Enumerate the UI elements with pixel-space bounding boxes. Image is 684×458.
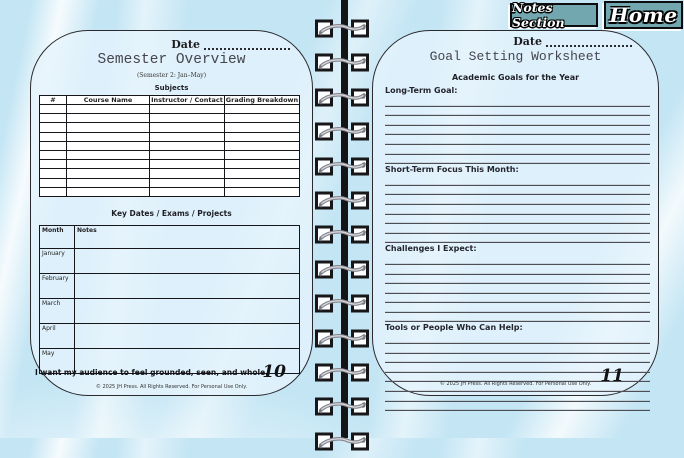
binder-ring bbox=[313, 258, 371, 282]
ruled-line[interactable] bbox=[385, 275, 650, 285]
binder-ring bbox=[313, 361, 371, 385]
table-row bbox=[40, 160, 300, 169]
subjects-cell[interactable] bbox=[40, 187, 67, 196]
goal-section-label: Tools or People Who Can Help: bbox=[385, 323, 523, 333]
date-label: Date bbox=[513, 35, 542, 48]
table-row bbox=[40, 299, 300, 324]
subjects-cell[interactable] bbox=[40, 141, 67, 150]
subjects-cell[interactable] bbox=[40, 169, 67, 178]
month-label: April bbox=[40, 324, 75, 349]
table-row bbox=[40, 114, 300, 123]
binder-ring bbox=[313, 120, 371, 144]
subjects-cell[interactable] bbox=[150, 141, 225, 150]
subjects-cell[interactable] bbox=[225, 178, 300, 187]
ruled-line[interactable] bbox=[385, 116, 650, 126]
ruled-line[interactable] bbox=[385, 224, 650, 234]
subjects-cell[interactable] bbox=[150, 132, 225, 141]
binder-ring-icon bbox=[313, 86, 371, 110]
subjects-cell[interactable] bbox=[67, 123, 150, 132]
binder-ring-icon bbox=[313, 17, 371, 41]
subjects-cell[interactable] bbox=[40, 123, 67, 132]
subjects-cell[interactable] bbox=[225, 141, 300, 150]
subjects-column-header: Course Name bbox=[67, 96, 150, 105]
subjects-cell[interactable] bbox=[225, 169, 300, 178]
binder-ring-icon bbox=[313, 395, 371, 419]
table-row bbox=[40, 105, 300, 114]
table-row bbox=[40, 150, 300, 159]
table-row bbox=[40, 141, 300, 150]
goal-section bbox=[385, 243, 650, 322]
ruled-line[interactable] bbox=[385, 186, 650, 196]
home-button[interactable]: Home bbox=[604, 1, 683, 29]
ruled-line[interactable] bbox=[385, 354, 650, 364]
ruled-line[interactable] bbox=[385, 135, 650, 145]
month-label: February bbox=[40, 274, 75, 299]
table-row bbox=[40, 178, 300, 187]
binder-ring-icon bbox=[313, 120, 371, 144]
subjects-cell[interactable] bbox=[67, 150, 150, 159]
copyright-text: © 2025 JH Press. All Rights Reserved. For Personal Use Only. bbox=[95, 384, 248, 390]
page-title: Semester Overview bbox=[97, 52, 246, 68]
right-page bbox=[372, 30, 659, 396]
binder-ring bbox=[313, 155, 371, 179]
ruled-line[interactable] bbox=[385, 402, 650, 412]
subjects-table bbox=[39, 95, 300, 197]
subjects-cell[interactable] bbox=[40, 114, 67, 123]
subjects-cell[interactable] bbox=[40, 178, 67, 187]
month-label: May bbox=[40, 349, 75, 374]
date-label: Date bbox=[171, 38, 200, 51]
subjects-cell[interactable] bbox=[67, 187, 150, 196]
subjects-cell[interactable] bbox=[150, 160, 225, 169]
page-subtitle: (Semester 2: Jan–May) bbox=[136, 72, 207, 79]
ruled-line[interactable] bbox=[385, 195, 650, 205]
ruled-line[interactable] bbox=[385, 155, 650, 165]
table-row bbox=[40, 324, 300, 349]
table-row bbox=[40, 169, 300, 178]
subjects-cell[interactable] bbox=[67, 114, 150, 123]
subjects-cell[interactable] bbox=[67, 160, 150, 169]
ruled-line[interactable] bbox=[385, 313, 650, 323]
subjects-cell[interactable] bbox=[225, 150, 300, 159]
subjects-cell[interactable] bbox=[225, 123, 300, 132]
left-page bbox=[30, 30, 313, 396]
subjects-column-header: Grading Breakdown bbox=[225, 96, 299, 104]
binder-ring bbox=[313, 430, 371, 454]
ruled-line[interactable] bbox=[385, 265, 650, 275]
ruled-line[interactable] bbox=[385, 145, 650, 155]
subjects-cell[interactable] bbox=[150, 150, 225, 159]
affirmation-quote: I want my audience to feel grounded, seen, and whole. bbox=[34, 368, 269, 377]
notes-cell[interactable] bbox=[75, 324, 300, 349]
table-row bbox=[40, 274, 300, 299]
subjects-cell[interactable] bbox=[150, 187, 225, 196]
notes-cell[interactable] bbox=[75, 249, 300, 274]
binder-ring bbox=[313, 327, 371, 351]
subjects-cell[interactable] bbox=[225, 105, 300, 114]
goal-sections bbox=[385, 85, 650, 411]
subjects-cell[interactable] bbox=[225, 132, 300, 141]
binder-ring-icon bbox=[313, 155, 371, 179]
binder-ring bbox=[313, 189, 371, 213]
binder-ring-icon bbox=[313, 51, 371, 75]
binder-ring-icon bbox=[313, 189, 371, 213]
goal-section-label: Short-Term Focus This Month: bbox=[385, 165, 519, 175]
subjects-cell[interactable] bbox=[225, 114, 300, 123]
ruled-line[interactable] bbox=[385, 284, 650, 294]
subjects-cell[interactable] bbox=[40, 160, 67, 169]
binder-ring-icon bbox=[313, 327, 371, 351]
subjects-cell[interactable] bbox=[150, 169, 225, 178]
page-title: Goal Setting Worksheet bbox=[429, 49, 602, 64]
table-row bbox=[40, 249, 300, 274]
subjects-column-header: Instructor / Contact bbox=[151, 96, 223, 104]
date-fill-line[interactable] bbox=[546, 35, 632, 47]
subjects-cell[interactable] bbox=[67, 105, 150, 114]
ruled-line[interactable] bbox=[385, 294, 650, 304]
subjects-column-header: # bbox=[40, 96, 67, 105]
goal-section bbox=[385, 85, 650, 164]
subjects-cell[interactable] bbox=[67, 132, 150, 141]
notes-cell[interactable] bbox=[75, 299, 300, 324]
subjects-cell[interactable] bbox=[225, 160, 300, 169]
ruled-line[interactable] bbox=[385, 126, 650, 136]
month-label: March bbox=[40, 299, 75, 324]
binder-ring-icon bbox=[313, 292, 371, 316]
goal-section bbox=[385, 164, 650, 243]
binder-ring bbox=[313, 86, 371, 110]
subjects-cell[interactable] bbox=[150, 114, 225, 123]
ruled-line[interactable] bbox=[385, 97, 650, 107]
subjects-cell[interactable] bbox=[67, 169, 150, 178]
ruled-line[interactable] bbox=[385, 334, 650, 344]
subjects-cell[interactable] bbox=[67, 178, 150, 187]
date-row bbox=[513, 35, 632, 47]
key-dates-column-header: Notes bbox=[75, 226, 300, 249]
binder-ring-icon bbox=[313, 361, 371, 385]
key-dates-table bbox=[39, 225, 300, 374]
ruled-line[interactable] bbox=[385, 215, 650, 225]
month-label: January bbox=[40, 249, 75, 274]
binder-ring bbox=[313, 223, 371, 247]
binder-ring bbox=[313, 292, 371, 316]
copyright-text: © 2025 JH Press. All Rights Reserved. For Personal Use Only. bbox=[439, 381, 592, 387]
page-number: 11 bbox=[600, 366, 624, 386]
key-dates-column-header: Month bbox=[40, 226, 75, 249]
date-row bbox=[171, 38, 290, 50]
goal-section-label: Long-Term Goal: bbox=[385, 86, 458, 95]
ruled-line[interactable] bbox=[385, 344, 650, 354]
binder-ring-icon bbox=[313, 430, 371, 454]
subjects-cell[interactable] bbox=[150, 123, 225, 132]
table-row bbox=[40, 187, 300, 196]
binder-ring bbox=[313, 17, 371, 41]
subjects-cell[interactable] bbox=[40, 105, 67, 114]
goal-section-label: Challenges I Expect: bbox=[385, 244, 477, 254]
table-row bbox=[40, 132, 300, 141]
subjects-cell[interactable] bbox=[67, 141, 150, 150]
subjects-cell[interactable] bbox=[150, 105, 225, 114]
page-subtitle: Academic Goals for the Year bbox=[451, 73, 580, 82]
date-fill-line[interactable] bbox=[204, 38, 290, 50]
ruled-line[interactable] bbox=[385, 303, 650, 313]
table-row bbox=[40, 123, 300, 132]
binder-ring bbox=[313, 51, 371, 75]
ruled-line[interactable] bbox=[385, 392, 650, 402]
binder-ring-icon bbox=[313, 258, 371, 282]
key-dates-heading: Key Dates / Exams / Projects bbox=[111, 209, 232, 218]
subjects-cell[interactable] bbox=[225, 187, 300, 196]
binder-ring-icon bbox=[313, 223, 371, 247]
notes-cell[interactable] bbox=[75, 274, 300, 299]
subjects-cell[interactable] bbox=[40, 150, 67, 159]
ruled-line[interactable] bbox=[385, 234, 650, 244]
subjects-cell[interactable] bbox=[150, 178, 225, 187]
ruled-line[interactable] bbox=[385, 176, 650, 186]
subjects-cell[interactable] bbox=[40, 132, 67, 141]
binder-ring bbox=[313, 395, 371, 419]
ruled-line[interactable] bbox=[385, 107, 650, 117]
page-number: 10 bbox=[262, 362, 286, 382]
ruled-line[interactable] bbox=[385, 255, 650, 265]
ruled-line[interactable] bbox=[385, 205, 650, 215]
subjects-heading: Subjects bbox=[154, 84, 189, 92]
notes-section-button[interactable]: Notes Section bbox=[510, 3, 598, 27]
